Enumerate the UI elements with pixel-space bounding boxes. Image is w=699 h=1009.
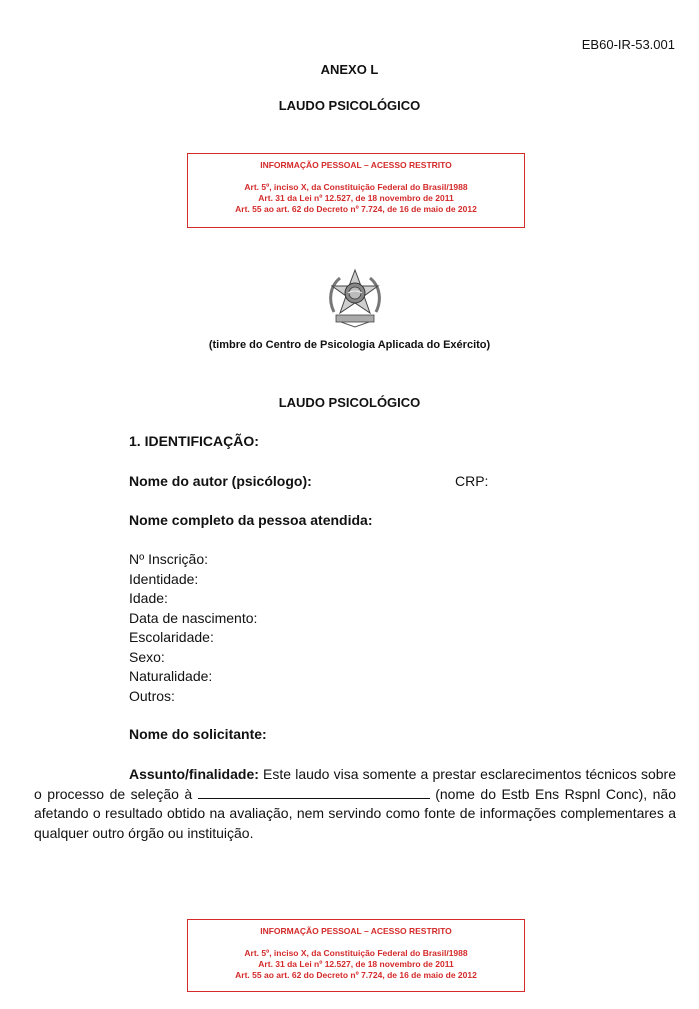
section-identification: 1. IDENTIFICAÇÃO: bbox=[129, 433, 259, 449]
restricted-notice-line: Art. 5º, inciso X, da Constituição Federal do Brasil/1988 bbox=[244, 948, 468, 958]
restricted-notice-title: INFORMAÇÃO PESSOAL – ACESSO RESTRITO bbox=[260, 160, 452, 170]
field-education: Escolaridade: bbox=[129, 629, 214, 645]
author-label: Nome do autor (psicólogo): bbox=[129, 473, 312, 489]
document-code: EB60-IR-53.001 bbox=[581, 37, 675, 52]
field-registration-number: Nº Inscrição: bbox=[129, 551, 209, 567]
restricted-notice-top bbox=[187, 153, 525, 228]
person-name-label: Nome completo da pessoa atendida: bbox=[129, 512, 373, 528]
restricted-notice-line: Art. 5º, inciso X, da Constituição Federal do Brasil/1988 bbox=[244, 182, 468, 192]
field-birth-date: Data de nascimento: bbox=[129, 609, 258, 626]
letterhead-caption: (timbre do Centro de Psicologia Aplicada do Exército) bbox=[208, 339, 491, 351]
restricted-notice-line: Art. 31 da Lei nº 12.527, de 18 novembro de 2011 bbox=[258, 959, 454, 969]
crp-label: CRP: bbox=[455, 473, 489, 489]
field-age: Idade: bbox=[129, 590, 168, 606]
restricted-notice-line: Art. 55 ao art. 62 do Decreto nº 7.724, de 16 de maio de 2012 bbox=[235, 970, 477, 980]
restricted-notice-title: INFORMAÇÃO PESSOAL – ACESSO RESTRITO bbox=[260, 926, 452, 936]
report-title: LAUDO PSICOLÓGICO bbox=[278, 395, 421, 410]
purpose-text-end: (nome do Estb Ens Rspnl Conc), não afetando o resultado obtido na avaliação, nem servindo como fonte de informações complementares a qualquer outro órgão ou instituição. bbox=[34, 785, 676, 841]
purpose-paragraph bbox=[34, 765, 676, 843]
page-title: LAUDO PSICOLÓGICO bbox=[278, 98, 421, 113]
institution-blank-line bbox=[198, 786, 430, 799]
requester-label: Nome do solicitante: bbox=[129, 726, 267, 742]
field-birthplace: Naturalidade: bbox=[129, 668, 213, 684]
restricted-notice-bottom bbox=[187, 919, 525, 992]
purpose-text-start: Este laudo visa somente a prestar esclarecimentos técnicos sobre o processo de seleção à bbox=[34, 766, 676, 802]
field-others: Outros: bbox=[129, 687, 175, 704]
restricted-notice-line: Art. 31 da Lei nº 12.527, de 18 novembro de 2011 bbox=[258, 193, 454, 203]
field-identity: Identidade: bbox=[129, 570, 199, 587]
identification-fields bbox=[129, 550, 257, 706]
restricted-notice-line: Art. 55 ao art. 62 do Decreto nº 7.724, de 16 de maio de 2012 bbox=[235, 204, 477, 214]
purpose-label: Assunto/finalidade: bbox=[129, 766, 259, 782]
annex-title: ANEXO L bbox=[320, 62, 379, 77]
brazil-coat-of-arms-icon bbox=[326, 268, 384, 328]
field-sex: Sexo: bbox=[129, 648, 165, 665]
